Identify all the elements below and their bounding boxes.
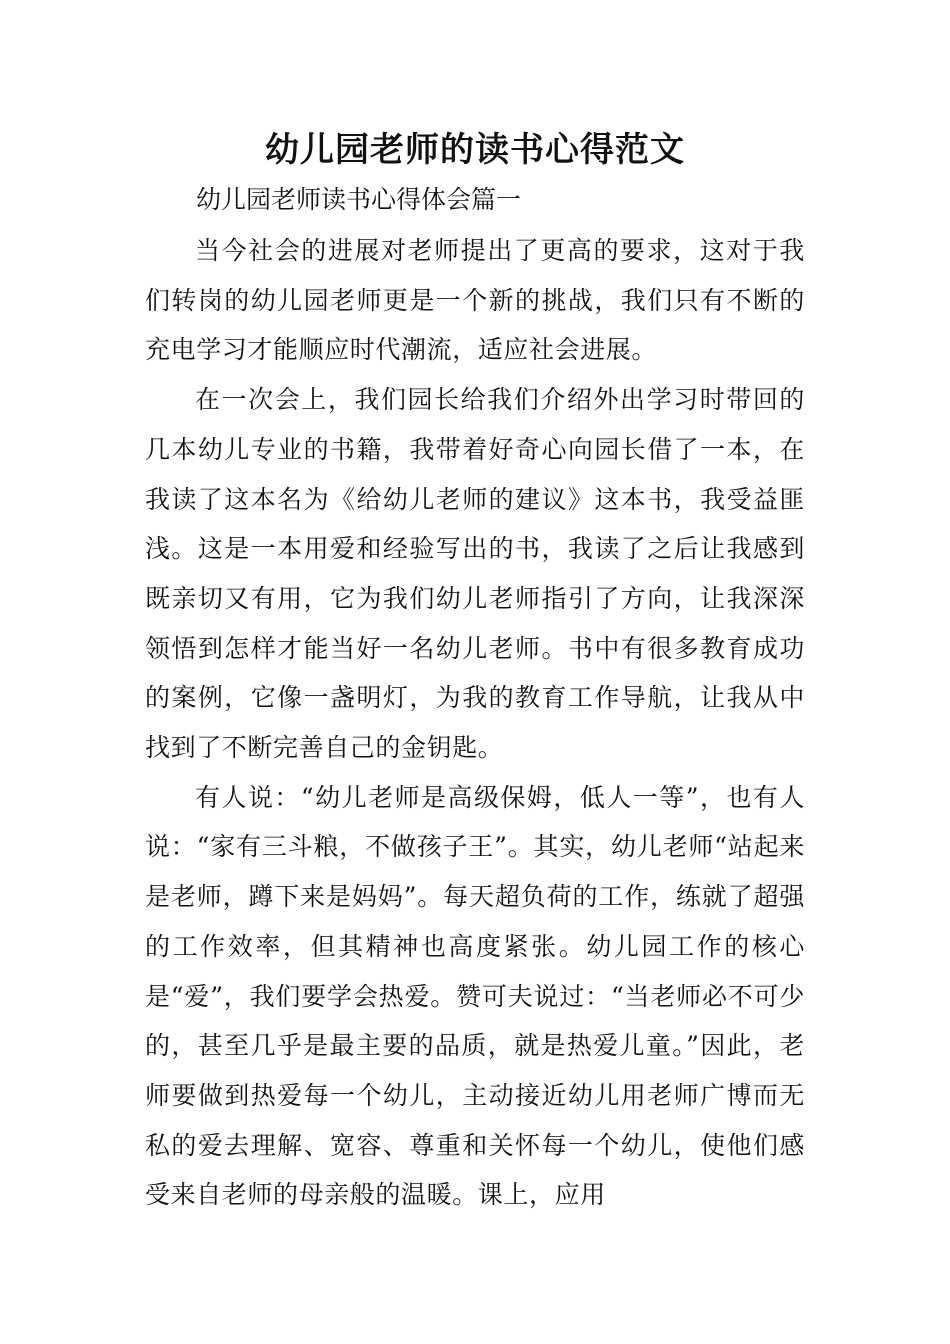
- section-heading: 幼儿园老师读书心得体会篇一: [196, 185, 522, 214]
- document-body: [145, 226, 805, 1220]
- document-title: 幼儿园老师的读书心得范文: [265, 130, 685, 170]
- paragraph: 有人说：“幼儿老师是高级保姆，低人一等”，也有人说：“家有三斗粮，不做孩子王”。其实，幼儿老师“站起来是老师，蹲下来是妈妈”。每天超负荷的工作，练就了超强的工作效率，但其精神也高度紧张。幼儿园工作的核心是“爱”，我们要学会热爱。赞可夫说过：“当老师必不可少的，甚至几乎是最主要的品质，就是热爱儿童。”因此，老师要做到热爱每一个幼儿，主动接近幼儿用老师广博而无私的爱去理解、宽容、尊重和关怀每一个幼儿，使他们感受来自老师的母亲般的温暖。课上，应用: [145, 782, 805, 1210]
- paragraph: 在一次会上，我们园长给我们介绍外出学习时带回的几本幼儿专业的书籍，我带着好奇心向园长借了一本，在我读了这本名为《给幼儿老师的建议》这本书，我受益匪浅。这是一本用爱和经验写出的书，我读了之后让我感到既亲切又有用，它为我们幼儿老师指引了方向，让我深深领悟到怎样才能当好一名幼儿老师。书中有很多教育成功的案例，它像一盏明灯，为我的教育工作导航，让我从中找到了不断完善自己的金钥匙。: [145, 385, 805, 763]
- paragraph: 当今社会的进展对老师提出了更高的要求，这对于我们转岗的幼儿园老师更是一个新的挑战，我们只有不断的充电学习才能顺应时代潮流，适应社会进展。: [145, 236, 805, 365]
